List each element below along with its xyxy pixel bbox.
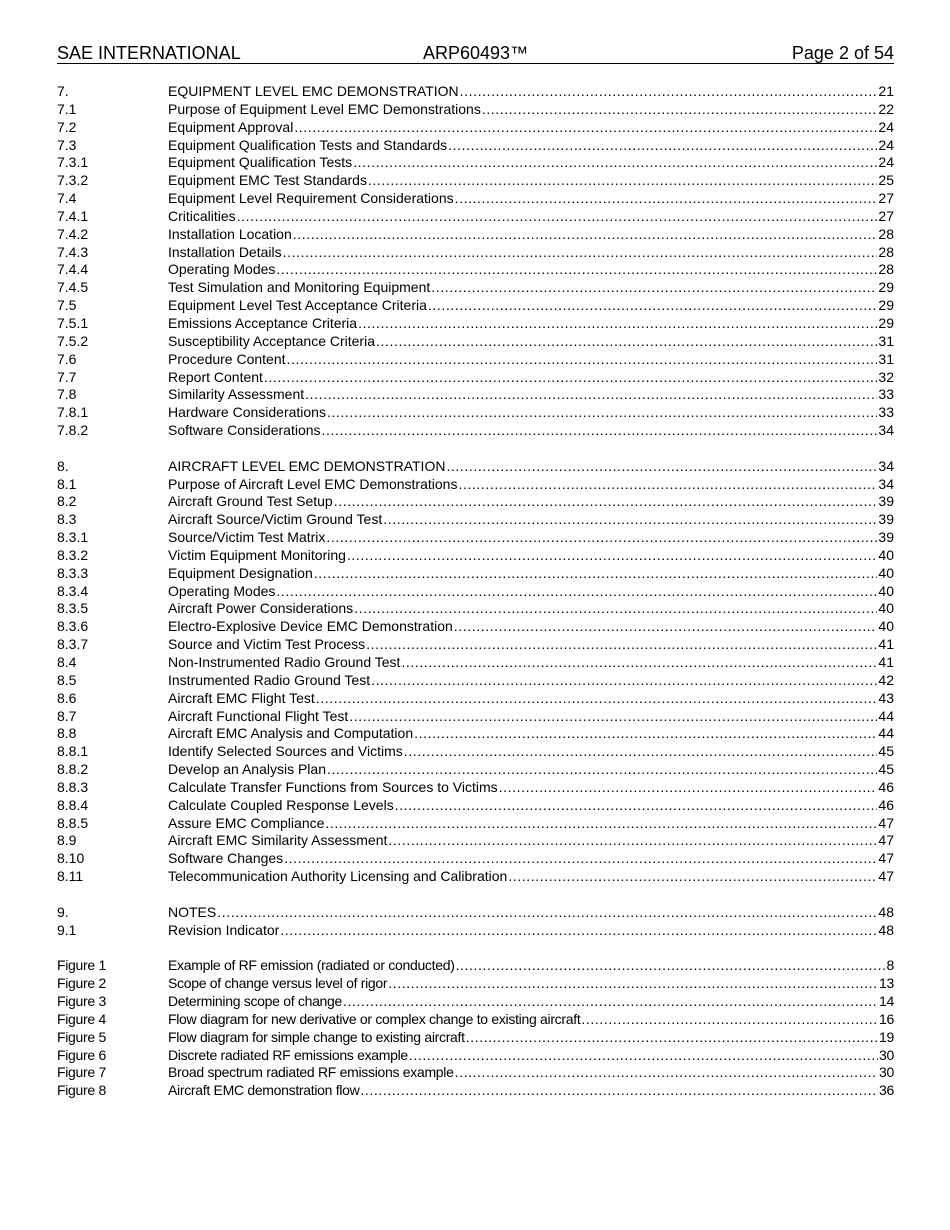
entry-number: 8.9 [57,832,77,849]
entry-page: 24 [878,118,894,135]
section-spacer [57,940,894,958]
entry-number: 8.5 [57,671,77,688]
entry-title: Equipment Approval [168,118,294,135]
dot-leader [466,1029,878,1047]
entry-page: 42 [878,671,894,688]
entry-title: Purpose of Equipment Level EMC Demonstrations [168,100,481,117]
entry-title: Identify Selected Sources and Victims [168,743,403,760]
entry-number: Figure 5 [57,1028,106,1045]
entry-number: 8.3.7 [57,636,89,653]
dot-leader [414,725,877,743]
dot-leader [458,476,877,494]
dot-leader [326,529,877,547]
entry-page: 28 [878,261,894,278]
page-header [57,42,894,64]
entry-number: 7.2 [57,118,77,135]
toc-entry[interactable] [57,797,894,815]
dot-leader [454,618,878,636]
entry-number: Figure 6 [57,1046,106,1063]
entry-page: 34 [878,457,894,474]
entry-page: 43 [878,689,894,706]
entry-page: 29 [878,297,894,314]
entry-title: Aircraft Power Considerations [168,600,354,617]
toc-entry[interactable] [57,850,894,868]
entry-title: Hardware Considerations [168,404,326,421]
entry-title: Assure EMC Compliance [168,814,325,831]
entry-page: 41 [878,654,894,670]
dot-leader [455,190,878,208]
dot-leader [284,850,877,868]
entry-number: 7.3.1 [57,154,89,171]
entry-title: Aircraft Source/Victim Ground Test [168,511,383,528]
dot-leader [446,458,877,476]
entry-number: 7.8.1 [57,404,89,421]
entry-page: 46 [878,778,894,795]
dot-leader [368,172,877,190]
entry-title: Broad spectrum radiated RF emissions example [168,1064,454,1081]
dot-leader [456,957,886,975]
entry-number: 7.4.2 [57,225,89,242]
entry-title: Source/Victim Test Matrix [168,529,326,546]
dot-leader [276,583,877,601]
entry-number: 7. [57,83,69,99]
entry-title: Equipment Qualification Tests and Standards [168,136,448,153]
entry-title: Aircraft EMC demonstration flow [168,1082,360,1099]
entry-number: 7.3 [57,136,77,153]
toc-entry[interactable] [57,83,894,101]
entry-number: 7.5.2 [57,332,89,349]
entry-page: 41 [878,636,894,653]
figure-list-entry[interactable] [57,1011,894,1029]
toc-entry[interactable] [57,904,894,922]
entry-title: Develop an Analysis Plan [168,761,326,778]
entry-number: 9. [57,903,69,920]
entry-number: 7.4 [57,190,77,207]
entry-number: 7.4.1 [57,207,89,224]
entry-number: 8.8.3 [57,778,89,795]
entry-page: 40 [878,564,894,581]
toc-entry[interactable] [57,351,894,369]
entry-number: 7.8 [57,386,77,403]
entry-number: 8.3.5 [57,600,89,617]
entry-number: 8.6 [57,689,77,706]
entry-title: Installation Details [168,243,282,260]
figure-list-entry[interactable] [57,993,894,1011]
dot-leader [294,119,877,137]
entry-page: 19 [879,1028,894,1045]
entry-page: 39 [878,511,894,528]
entry-page: 30 [879,1046,894,1063]
entry-title: Equipment Qualification Tests [168,154,353,171]
toc-entry[interactable] [57,386,894,404]
entry-title: Example of RF emission (radiated or conducted) [168,957,455,974]
entry-page: 31 [878,350,894,367]
toc-entry[interactable] [57,565,894,583]
entry-page: 27 [878,207,894,224]
toc-entry[interactable] [57,493,894,511]
entry-title: Calculate Transfer Functions from Sources to Victims [168,778,498,795]
entry-title: Telecommunication Authority Licensing and Calibration [168,868,508,885]
entry-page: 48 [878,921,894,938]
entry-title: Calculate Coupled Response Levels [168,796,394,813]
toc-entry[interactable] [57,137,894,155]
entry-number: 8.8.2 [57,761,89,778]
toc-entry[interactable] [57,672,894,690]
dot-leader [428,297,878,315]
dot-leader [305,386,877,404]
dot-leader [354,600,877,618]
entry-number: Figure 1 [57,957,106,974]
entry-page: 21 [878,83,894,99]
toc-entry[interactable] [57,101,894,119]
dot-leader [237,208,878,226]
entry-title: Equipment Level Test Acceptance Criteria [168,297,427,314]
entry-title: Procedure Content [168,350,286,367]
entry-page: 47 [878,868,894,885]
toc-entry[interactable] [57,779,894,797]
dot-leader [217,904,877,922]
dot-leader [343,993,878,1011]
dot-leader [334,493,878,511]
entry-page: 40 [878,600,894,617]
header-document-id: ARP60493™ [422,43,529,63]
toc-entry[interactable] [57,547,894,565]
entry-page: 13 [879,975,894,992]
entry-page: 46 [878,796,894,813]
entry-page: 45 [878,743,894,760]
dot-leader [353,154,877,172]
dot-leader [366,636,877,654]
toc-entry[interactable] [57,529,894,547]
toc-entry[interactable] [57,226,894,244]
figure-list-entry[interactable] [57,1082,894,1100]
entry-title: Aircraft EMC Flight Test [168,689,315,706]
entry-title: Equipment Level Requirement Considerations [168,190,454,207]
dot-leader [404,743,878,761]
dot-leader [283,244,878,262]
entry-number: 7.1 [57,100,77,117]
entry-number: 7.8.2 [57,422,89,439]
dot-leader [431,279,877,297]
dot-leader [264,369,877,387]
dot-leader [448,137,877,155]
entry-page: 28 [878,243,894,260]
toc-entry[interactable] [57,244,894,262]
entry-page: 28 [878,225,894,242]
dot-leader [276,261,877,279]
toc-entry[interactable] [57,458,894,476]
dot-leader [349,708,877,726]
figure-list-entry[interactable] [57,1029,894,1047]
entry-title: Test Simulation and Monitoring Equipment [168,279,431,296]
toc-entry[interactable] [57,743,894,761]
entry-page: 25 [878,172,894,189]
entry-title: Flow diagram for new derivative or complex change to existing aircraft [168,1010,581,1027]
entry-page: 40 [878,618,894,635]
entry-title: Discrete radiated RF emissions example [168,1046,408,1063]
entry-title: Revision Indicator [168,921,280,938]
entry-page: 8 [886,957,894,974]
header-page-number: Page 2 of 54 [791,43,894,63]
entry-title: Aircraft EMC Analysis and Computation [168,725,414,742]
entry-title: NOTES [168,903,217,920]
entry-number: 8.3.3 [57,564,89,581]
toc-entry[interactable] [57,208,894,226]
toc-entry[interactable] [57,279,894,297]
toc-entry[interactable] [57,761,894,779]
entry-number: Figure 2 [57,975,106,992]
entry-number: 8.3.6 [57,618,89,635]
entry-page: 45 [878,761,894,778]
entry-title: Emissions Acceptance Criteria [168,314,358,331]
toc-entry[interactable] [57,815,894,833]
entry-page: 24 [878,136,894,153]
entry-number: 8.3 [57,511,77,528]
toc-entry[interactable] [57,119,894,137]
entry-number: 8.2 [57,493,77,510]
entry-title: Equipment EMC Test Standards [168,172,367,189]
toc-entry[interactable] [57,868,894,886]
entry-title: Report Content [168,368,263,385]
entry-page: 31 [878,332,894,349]
dot-leader [455,1064,878,1082]
entry-number: 8.8.1 [57,743,89,760]
figure-list-entry[interactable] [57,957,894,975]
entry-number: 8.7 [57,707,77,724]
dot-leader [401,654,877,672]
entry-number: 8.11 [57,868,84,885]
dot-leader [316,690,878,708]
entry-page: 48 [878,903,894,920]
toc-entry[interactable] [57,315,894,333]
toc-entry[interactable] [57,618,894,636]
entry-page: 40 [878,546,894,563]
dot-leader [383,511,877,529]
entry-title: Software Changes [168,850,284,867]
entry-page: 14 [879,993,894,1010]
entry-title: Software Considerations [168,422,321,439]
toc-entry[interactable] [57,172,894,190]
entry-title: Flow diagram for simple change to existing aircraft [168,1028,465,1045]
toc-entry[interactable] [57,583,894,601]
toc-entry[interactable] [57,422,894,440]
entry-number: 8.1 [57,475,77,492]
dot-leader [460,83,878,101]
entry-page: 39 [878,529,894,546]
entry-title: Installation Location [168,225,292,242]
entry-page: 30 [879,1064,894,1081]
toc-entry[interactable] [57,600,894,618]
entry-page: 33 [878,386,894,403]
table-of-contents [57,83,894,1100]
entry-page: 29 [878,314,894,331]
dot-leader [371,672,877,690]
entry-number: 7.4.4 [57,261,89,278]
entry-number: 9.1 [57,921,77,938]
toc-entry[interactable] [57,832,894,850]
entry-page: 16 [879,1010,894,1027]
dot-leader [360,1082,878,1100]
figure-list-entry[interactable] [57,975,894,993]
entry-number: 8.8 [57,725,77,742]
entry-page: 27 [878,190,894,207]
dot-leader [376,333,877,351]
toc-entry[interactable] [57,725,894,743]
toc-entry[interactable] [57,690,894,708]
entry-title: Victim Equipment Monitoring [168,546,346,563]
entry-page: 47 [878,832,894,849]
entry-title: Operating Modes [168,582,276,599]
dot-leader [287,351,878,369]
entry-number: 8.3.2 [57,546,89,563]
entry-number: Figure 4 [57,1010,106,1027]
toc-entry[interactable] [57,261,894,279]
entry-title: Determining scope of change [168,993,343,1010]
dot-leader [327,761,877,779]
entry-title: EQUIPMENT LEVEL EMC DEMONSTRATION [168,83,459,99]
entry-title: Equipment Designation [168,564,313,581]
section-spacer [57,440,894,458]
entry-page: 34 [878,422,894,439]
entry-number: 8.4 [57,654,77,670]
entry-number: 7.5 [57,297,77,314]
entry-title: Susceptibility Acceptance Criteria [168,332,375,349]
dot-leader [314,565,878,583]
dot-leader [280,922,877,940]
entry-number: 8.10 [57,850,85,867]
toc-entry[interactable] [57,922,894,940]
toc-entry[interactable] [57,154,894,172]
entry-page: 24 [878,154,894,171]
dot-leader [388,975,878,993]
dot-leader [499,779,878,797]
entry-page: 32 [878,368,894,385]
toc-entry[interactable] [57,369,894,387]
toc-entry[interactable] [57,654,894,672]
entry-number: 7.4.3 [57,243,89,260]
entry-page: 44 [878,725,894,742]
entry-page: 29 [878,279,894,296]
header-organization: SAE INTERNATIONAL [57,43,241,63]
toc-entry[interactable] [57,404,894,422]
entry-title: Source and Victim Test Process [168,636,366,653]
entry-number: Figure 7 [57,1064,106,1081]
entry-page: 39 [878,493,894,510]
entry-title: Aircraft Ground Test Setup [168,493,333,510]
toc-entry[interactable] [57,190,894,208]
entry-number: Figure 3 [57,993,106,1010]
dot-leader [388,832,877,850]
entry-title: Similarity Assessment [168,386,305,403]
entry-page: 36 [879,1082,894,1099]
figure-list-entry[interactable] [57,1064,894,1082]
dot-leader [482,101,878,119]
dot-leader [395,797,878,815]
section-spacer [57,886,894,904]
entry-page: 44 [878,707,894,724]
toc-entry[interactable] [57,476,894,494]
entry-number: 8.3.4 [57,582,89,599]
entry-page: 47 [878,814,894,831]
entry-number: 8.8.4 [57,796,89,813]
entry-title: Scope of change versus level of rigor [168,975,388,992]
dot-leader [327,404,877,422]
entry-title: Operating Modes [168,261,276,278]
entry-title: Purpose of Aircraft Level EMC Demonstrations [168,475,458,492]
dot-leader [347,547,877,565]
figure-list-entry[interactable] [57,1047,894,1065]
entry-number: 7.5.1 [57,314,89,331]
entry-number: Figure 8 [57,1082,106,1099]
entry-number: 7.3.2 [57,172,89,189]
toc-entry[interactable] [57,708,894,726]
dot-leader [581,1011,878,1029]
entry-number: 7.4.5 [57,279,89,296]
entry-title: Electro-Explosive Device EMC Demonstration [168,618,453,635]
dot-leader [325,815,877,833]
toc-entry[interactable] [57,636,894,654]
entry-number: 8.3.1 [57,529,89,546]
entry-title: AIRCRAFT LEVEL EMC DEMONSTRATION [168,457,446,474]
entry-title: Instrumented Radio Ground Test [168,671,371,688]
entry-title: Aircraft Functional Flight Test [168,707,349,724]
toc-entry[interactable] [57,511,894,529]
entry-number: 8. [57,457,69,474]
entry-page: 34 [878,475,894,492]
dot-leader [508,868,877,886]
dot-leader [322,422,878,440]
entry-page: 40 [878,582,894,599]
entry-number: 7.7 [57,368,77,385]
dot-leader [358,315,877,333]
entry-title: Non-Instrumented Radio Ground Test [168,654,401,670]
entry-page: 22 [878,100,894,117]
toc-entry[interactable] [57,297,894,315]
entry-page: 47 [878,850,894,867]
entry-title: Criticalities [168,207,236,224]
entry-number: 8.8.5 [57,814,89,831]
entry-number: 7.6 [57,350,77,367]
entry-title: Aircraft EMC Similarity Assessment [168,832,388,849]
dot-leader [409,1047,878,1065]
entry-page: 33 [878,404,894,421]
dot-leader [293,226,878,244]
toc-entry[interactable] [57,333,894,351]
